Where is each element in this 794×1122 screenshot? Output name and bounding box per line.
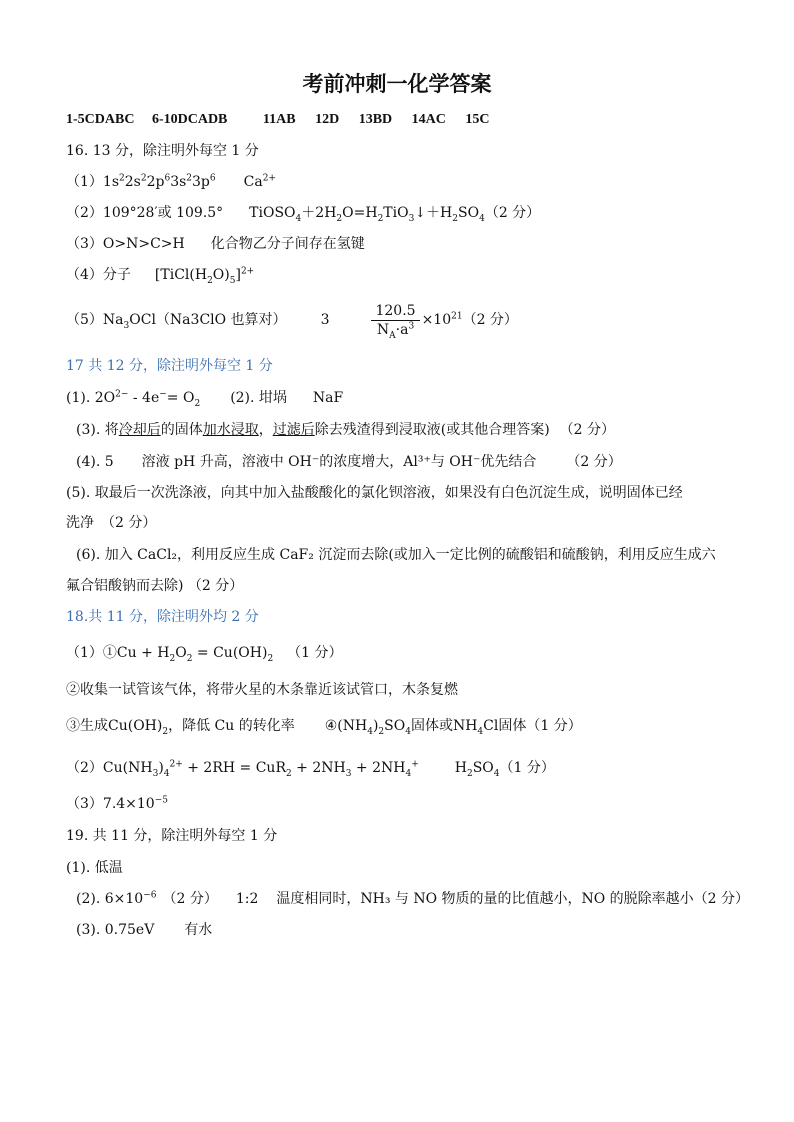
- answer-11: 11AB: [262, 112, 296, 127]
- q18-part1-2: ②收集一试管该气体，将带火星的木条靠近该试管口，木条复燃: [66, 682, 458, 698]
- q18-part1-3-4: ③生成$Cu(OH)_2$，降低 Cu 的转化率 $④(NH_4)_2SO_4$固体或$NH_4Cl$固体（1 分）: [66, 718, 582, 737]
- q19-part3: (3). 0.75eV 有水: [76, 922, 213, 938]
- q19-part1: (1). 低温: [66, 860, 123, 876]
- q18-part2: $(2)Cu(NH_3)_4^{2+} + 2RH = CuR_2 + 2NH_3 + 2NH_4^+$ $H_2SO_4(1$ 分）: [66, 759, 555, 779]
- choice-answers: [66, 110, 490, 130]
- q18-header: 18.共 11 分，除注明外均 2 分: [66, 609, 259, 625]
- q16-part4: （4）分子 $[TiCl(H_2O)_5]^{2+}$: [66, 266, 255, 286]
- q16-part5: $(5)Na_3OCl(Na3ClO$ 也算对） 3 $\frac{120.5}{N_A\cdot a^3}$ $\times 10^{21}(2$ 分）: [66, 302, 518, 341]
- q16-part3: （3）O>N>C>H 化合物乙分子间存在氢键: [66, 236, 365, 252]
- q16-header: 16. 13 分，除注明外每空 1 分: [66, 143, 259, 159]
- answer-14: 14AC: [411, 112, 446, 127]
- answer-15: 15C: [465, 112, 490, 127]
- q17-part6-line2: 氟合铝酸钠而去除) （2 分）: [66, 578, 244, 594]
- answer-6-10: 6-10DCADB: [151, 112, 228, 127]
- page-title: 考前冲刺一化学答案: [302, 72, 492, 96]
- answer-12: 12D: [315, 112, 340, 127]
- q17-part5-line1: (5). 取最后一次洗涤液，向其中加入盐酸酸化的氯化钡溶液，如果没有白色沉淀生成，说明固体已经: [66, 485, 683, 501]
- q17-part3: (3). 将冷却后的固体加水浸取，过滤后除去残渣得到浸取液(或其他合理答案) （2 分）: [76, 422, 616, 438]
- q17-part4: (4). 5 溶液 pH 升高，溶液中 OH⁻的浓度增大，Al³⁺与 OH⁻优先结合 （2 分）: [76, 454, 622, 470]
- density-fraction: $\frac{120.5}{N_A\cdot a^3}$: [371, 302, 419, 339]
- q18-part3: $(3)7.4\times 10^{-5}$: [66, 795, 168, 812]
- q17-part6-line1: (6). 加入 CaCl₂，利用反应生成 CaF₂ 沉淀而去除(或加入一定比例的硫酸铝和硫酸钠，利用反应生成六: [76, 547, 716, 563]
- q16-part2: （2）109°28′或 109.5° $TiOSO_4+2H_2O=H_2TiO_3↓+H_2SO_4(2$ 分）: [66, 205, 541, 224]
- q19-header: 19. 共 11 分，除注明外每空 1 分: [66, 828, 278, 844]
- q18-part1-1: （1）①Cu + $H_2O_2 = Cu(OH)_2$ （1 分）: [66, 645, 343, 664]
- q16-part1: $(1)1s^22s^22p^63s^23p^6$ $Ca^{2+}$: [66, 173, 276, 190]
- answer-1-5: 1-5CDABC: [66, 112, 135, 127]
- q17-part5-line2: 洗净 （2 分）: [66, 515, 157, 531]
- q17-part1-2: (1). $2O^{2-} - 4e^-= O_2$ (2). 坩埚 NaF: [66, 389, 344, 409]
- q19-part2: (2). $6\times 10^{-6}$ （2 分） 1:2 温度相同时，NH₃ 与 NO 物质的量的比值越小，NO 的脱除率越小（2 分）: [76, 890, 750, 907]
- q16-p1-ion: Ca: [243, 174, 263, 190]
- answer-13: 13BD: [358, 112, 393, 127]
- q17-header: 17 共 12 分，除注明外每空 1 分: [66, 358, 273, 374]
